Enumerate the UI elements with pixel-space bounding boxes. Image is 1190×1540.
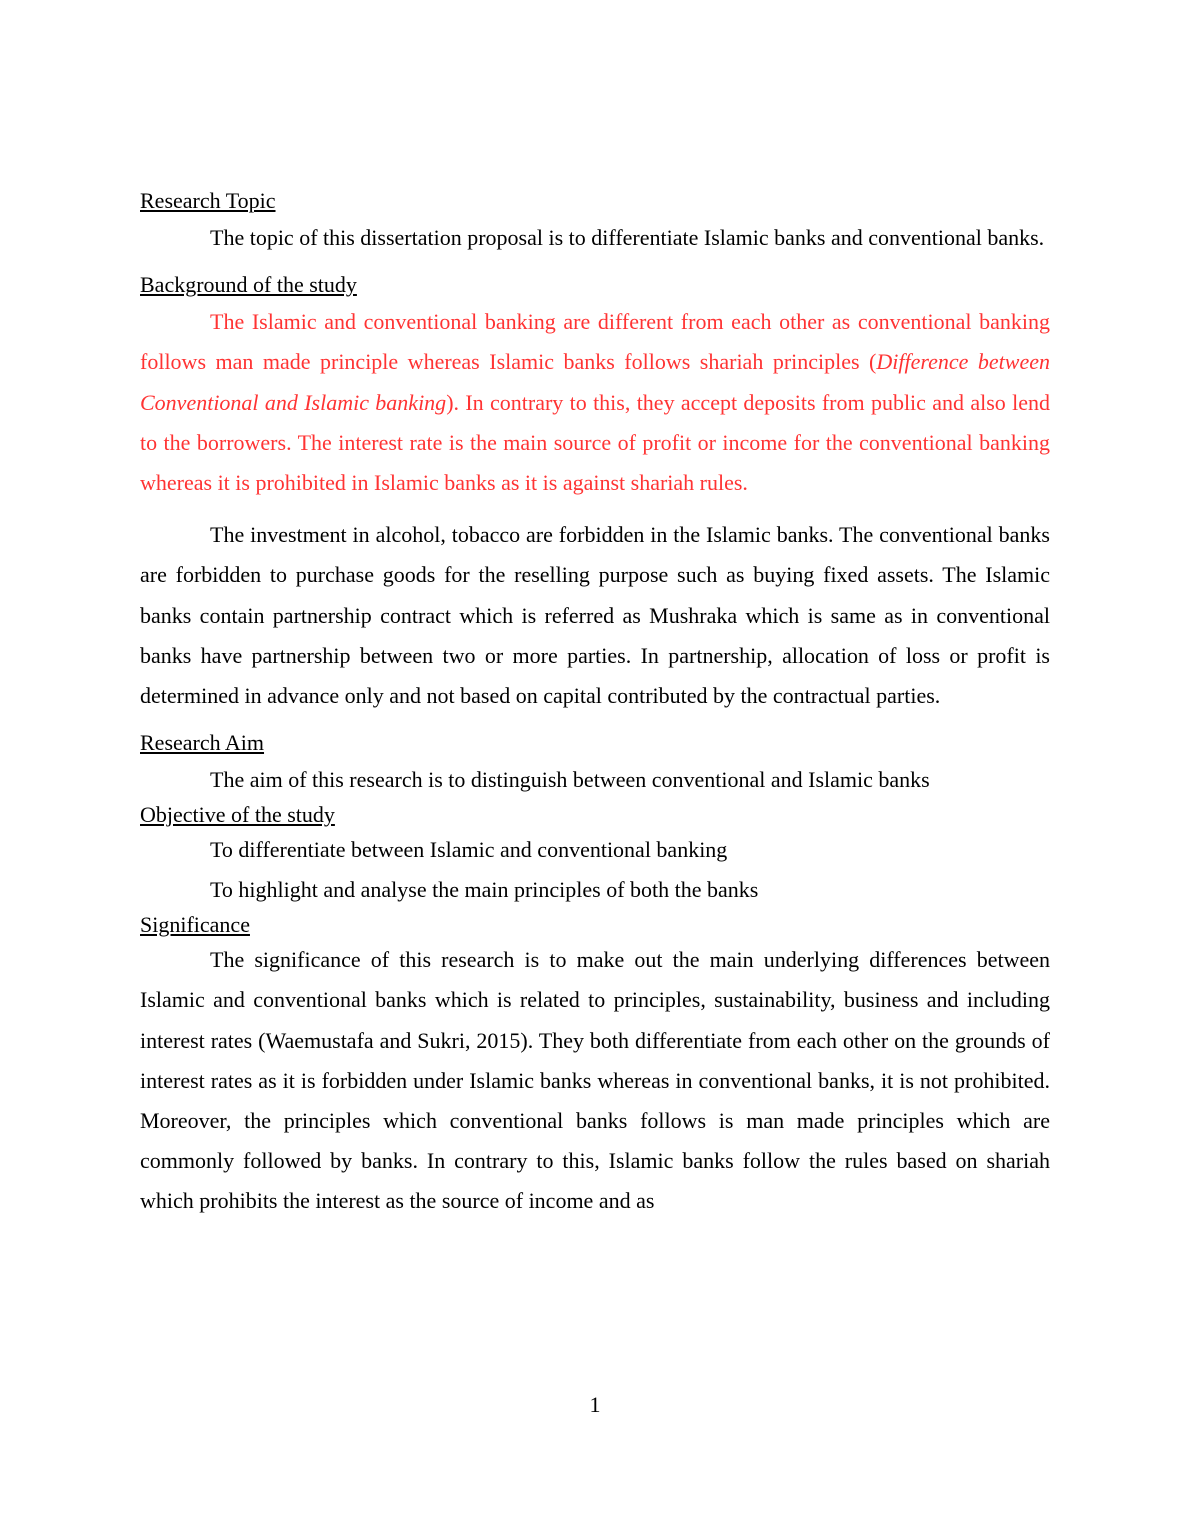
research-topic-heading: Research Topic xyxy=(140,188,276,213)
background-citation: Difference between Conventional and Islamic banking xyxy=(140,349,1050,415)
background-paragraph-highlighted xyxy=(140,302,1050,503)
objective-item-1: To differentiate between Islamic and conventional banking xyxy=(210,837,728,863)
research-topic-paragraph: The topic of this dissertation proposal is to differentiate Islamic banks and conventional banks. xyxy=(210,225,1045,250)
significance-paragraph: The significance of this research is to make out the main underlying differences between Islamic and conventional banks which is related to principles, sustainability, business and including interest rates (Waemustafa and Sukri, 2015). They both differentiate from each other on the grounds of interest rates as it is forbidden under Islamic banks whereas in conventional banks, it is not prohibited. Moreover, the principles which conventional banks follows is man made principles which are commonly followed by banks. In contrary to this, Islamic banks follow the rules based on shariah which prohibits the interest as the source of income and as xyxy=(140,947,1050,1214)
background-paragraph-2: The investment in alcohol, tobacco are forbidden in the Islamic banks. The conventional banks are forbidden to purchase goods for the reselling purpose such as buying fixed assets. The Islamic banks contain partnership contract which is referred as Mushraka which is same as in conventional banks have partnership between two or more parties. In partnership, allocation of loss or profit is determined in advance only and not based on capital contributed by the contractual parties. xyxy=(140,522,1050,709)
background-text-part2: ). In contrary to this, they accept deposits from public and also lend to the borrowers. The interest rate is the main source of profit or income for the conventional banking whereas it is prohibited in Islamic banks as it is against shariah rules. xyxy=(140,389,1051,496)
research-aim-heading: Research Aim xyxy=(140,730,265,756)
page-number: 1 xyxy=(589,1392,601,1417)
objective-item-2: To highlight and analyse the main principles of both the banks xyxy=(210,877,759,903)
objectives-heading: Objective of the study xyxy=(140,802,335,828)
significance-heading: Significance xyxy=(140,912,250,938)
background-text-part1: The Islamic and conventional banking are different from each other as conventional banking follows man made principle whereas Islamic banks follows shariah principles ( xyxy=(140,309,1050,375)
research-aim-text: The aim of this research is to distinguish between conventional and Islamic banks xyxy=(210,767,930,793)
background-heading: Background of the study xyxy=(140,272,357,298)
document-page xyxy=(140,186,1050,1222)
